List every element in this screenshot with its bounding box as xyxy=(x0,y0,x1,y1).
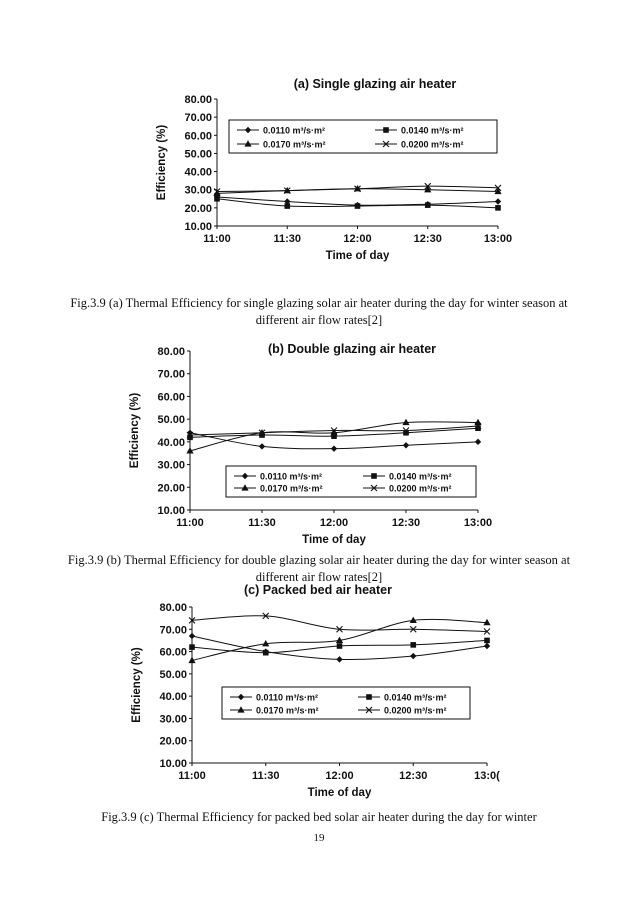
y-tick-label: 70.00 xyxy=(184,112,212,125)
charts-root xyxy=(129,77,512,799)
data-point xyxy=(263,650,269,656)
data-point xyxy=(475,439,481,445)
y-tick-label: 10.00 xyxy=(159,758,187,770)
legend-entry: 0.0110 m³/s·m² xyxy=(256,692,319,703)
y-tick-label: 10.00 xyxy=(157,505,185,517)
legend-entry: 0.0140 m³/s·m² xyxy=(401,125,464,136)
legend xyxy=(222,687,470,719)
series-3 xyxy=(214,183,501,194)
y-tick-label: 30.00 xyxy=(184,184,212,197)
x-axis-label: Time of day xyxy=(302,534,366,546)
x-tick-label: 13:00 xyxy=(463,517,493,529)
y-tick-label: 20.00 xyxy=(157,482,185,495)
chart-2 xyxy=(131,583,500,799)
x-tick-label: 12:30 xyxy=(391,517,421,529)
legend xyxy=(226,466,476,497)
y-tick-label: 50.00 xyxy=(157,414,185,427)
x-tick-label: 12:00 xyxy=(343,233,372,245)
x-tick-label: 11:30 xyxy=(273,233,302,245)
x-axis-label: Time of day xyxy=(325,250,390,262)
legend-entry: 0.0200 m³/s·m² xyxy=(389,483,452,494)
data-point xyxy=(410,653,416,659)
data-point xyxy=(495,205,501,211)
legend-entry: 0.0110 m³/s·m² xyxy=(263,125,326,136)
x-tick-label: 11:00 xyxy=(203,233,231,245)
y-tick-label: 30.00 xyxy=(157,459,185,472)
y-tick-label: 20.00 xyxy=(159,735,187,748)
caption-a: Fig.3.9 (a) Thermal Efficiency for single glazing solar air heater during the day for winter season at different air flow rates[2] xyxy=(70,296,568,327)
legend xyxy=(229,120,497,153)
data-point xyxy=(495,198,501,204)
legend-marker xyxy=(371,473,377,479)
data-point xyxy=(355,203,361,209)
x-tick-label: 13:00 xyxy=(483,233,513,245)
x-tick-label: 12:00 xyxy=(325,770,354,782)
y-tick-label: 30.00 xyxy=(159,713,187,726)
data-point xyxy=(284,203,290,209)
legend-entry: 0.0140 m³/s·m² xyxy=(384,692,447,703)
chart-title: (c) Packed bed air heater xyxy=(244,583,392,597)
legend-entry: 0.0200 m³/s·m² xyxy=(401,139,464,150)
y-tick-label: 80.00 xyxy=(184,94,212,106)
legend-entry: 0.0170 m³/s·m² xyxy=(256,705,319,716)
legend-entry: 0.0110 m³/s·m² xyxy=(260,471,323,482)
data-point xyxy=(484,643,490,649)
x-axis-label: Time of day xyxy=(307,787,372,799)
x-tick-label: 11:00 xyxy=(178,770,206,782)
legend-marker xyxy=(366,694,372,700)
data-point xyxy=(336,656,342,662)
y-axis-label: Efficiency (%) xyxy=(129,392,141,469)
caption-c: Fig.3.9 (c) Thermal Efficiency for packed bed solar air heater during the day for winter xyxy=(101,810,537,824)
y-tick-label: 50.00 xyxy=(184,148,212,161)
y-axis-label: Efficiency (%) xyxy=(156,124,168,201)
chart-title: (b) Double glazing air heater xyxy=(267,342,437,356)
y-tick-label: 60.00 xyxy=(159,646,187,659)
page-number: 19 xyxy=(313,832,325,844)
y-tick-label: 60.00 xyxy=(157,391,185,404)
chart-0 xyxy=(156,77,512,262)
data-point xyxy=(189,633,195,639)
x-tick-label: 13:0( xyxy=(474,770,500,782)
legend-entry: 0.0140 m³/s·m² xyxy=(389,471,452,482)
legend-entry: 0.0200 m³/s·m² xyxy=(384,705,447,716)
y-tick-label: 40.00 xyxy=(184,166,212,179)
y-tick-label: 40.00 xyxy=(157,436,185,449)
data-point xyxy=(337,643,343,649)
x-tick-label: 12:30 xyxy=(413,233,442,245)
data-point xyxy=(189,644,195,650)
y-tick-label: 70.00 xyxy=(157,368,185,381)
data-point xyxy=(425,202,431,208)
data-point xyxy=(484,638,490,644)
data-point xyxy=(214,196,220,202)
x-tick-label: 12:00 xyxy=(319,517,349,529)
chart-title: (a) Single glazing air heater xyxy=(293,77,457,91)
x-tick-label: 11:30 xyxy=(248,517,276,529)
series-2 xyxy=(188,617,490,664)
legend-entry: 0.0170 m³/s·m² xyxy=(263,139,326,150)
x-tick-label: 12:30 xyxy=(399,770,428,782)
x-tick-label: 11:30 xyxy=(251,770,280,782)
y-tick-label: 60.00 xyxy=(184,130,212,143)
x-tick-label: 11:00 xyxy=(176,517,204,529)
caption-b: Fig.3.9 (b) Thermal Efficiency for double glazing solar air heater during the day for winter season at different air flow rates[2] xyxy=(67,553,571,584)
data-point xyxy=(410,642,416,648)
data-point xyxy=(403,442,409,448)
y-tick-label: 40.00 xyxy=(159,691,187,704)
y-tick-label: 20.00 xyxy=(184,202,212,215)
data-point xyxy=(331,445,337,451)
y-tick-label: 10.00 xyxy=(184,221,212,233)
y-axis-label: Efficiency (%) xyxy=(131,647,143,723)
y-tick-label: 50.00 xyxy=(159,668,187,681)
y-tick-label: 70.00 xyxy=(159,624,187,637)
y-tick-label: 80.00 xyxy=(159,602,187,614)
legend-marker xyxy=(383,127,389,133)
y-tick-label: 80.00 xyxy=(157,346,185,358)
chart-1 xyxy=(129,342,492,546)
legend-entry: 0.0170 m³/s·m² xyxy=(260,483,323,494)
data-point xyxy=(259,443,265,449)
series-3 xyxy=(189,613,490,635)
